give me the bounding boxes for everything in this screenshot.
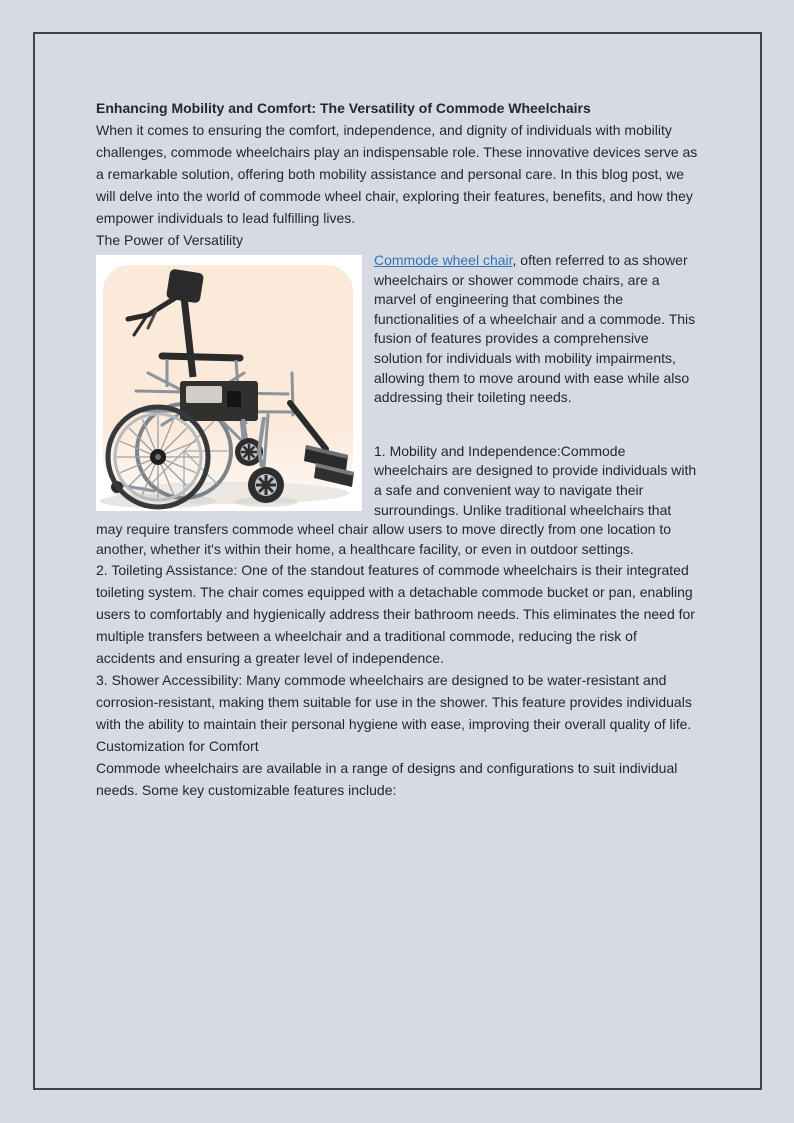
section-heading-versatility: The Power of Versatility (96, 232, 244, 248)
overview-paragraph-text: , often referred to as shower wheelchairs or shower commode chairs, are a marvel of engineering that combines the functionalities of a wheelchair and a commode. This fusion of features provides a comprehensive solution for individuals with mobility impairments, allowing them to move around with ease while also addressing their toileting needs. (374, 252, 696, 406)
customization-paragraph: Commode wheelchairs are available in a range of designs and configurations to suit individual needs. Some key customizable features include: (96, 760, 678, 799)
toileting-paragraph: 2. Toileting Assistance: One of the standout features of commode wheelchairs is their integrated toileting system. The chair comes equipped with a detachable commode bucket or pan, enabling users to comfortably and hygienically address their bathroom needs. This eliminates the need for multiple transfers between a wheelchair and a traditional commode, reducing the risk of accidents and ensuring a greater level of independence. (96, 562, 695, 667)
versatility-section (96, 251, 698, 559)
document-content (96, 97, 698, 801)
mobility-paragraph: 1. Mobility and Independence:Commode wheelchairs are designed to provide individuals with a safe and convenient way to navigate their surroundings. Unlike traditional wheelchairs that may require transfers commode wheel chair allow users to move directly from one location to another, whether it's within their home, a healthcare facility, or even in outdoor settings. (96, 442, 697, 557)
commode-wheel-chair-link[interactable]: Commode wheel chair (374, 252, 513, 268)
document-title: Enhancing Mobility and Comfort: The Versatility of Commode Wheelchairs (96, 100, 591, 116)
wheelchair-illustration (96, 255, 362, 511)
wheelchair-photo (96, 255, 362, 511)
section-heading-customization: Customization for Comfort (96, 738, 259, 755)
intro-paragraph: When it comes to ensuring the comfort, independence, and dignity of individuals with mobility challenges, commode wheelchairs play an indispensable role. These innovative devices serve as a remarkable solution, offering both mobility assistance and personal care. In this blog post, we will delve into the world of commode wheel chair, exploring their features, benefits, and how they empower individuals to lead fulfilling lives. (96, 122, 698, 226)
shower-paragraph: 3. Shower Accessibility: Many commode wheelchairs are designed to be water-resistant and corrosion-resistant, making them suitable for use in the shower. This feature provides individuals with the ability to maintain their personal hygiene with ease, improving their overall quality of life. (96, 672, 692, 733)
